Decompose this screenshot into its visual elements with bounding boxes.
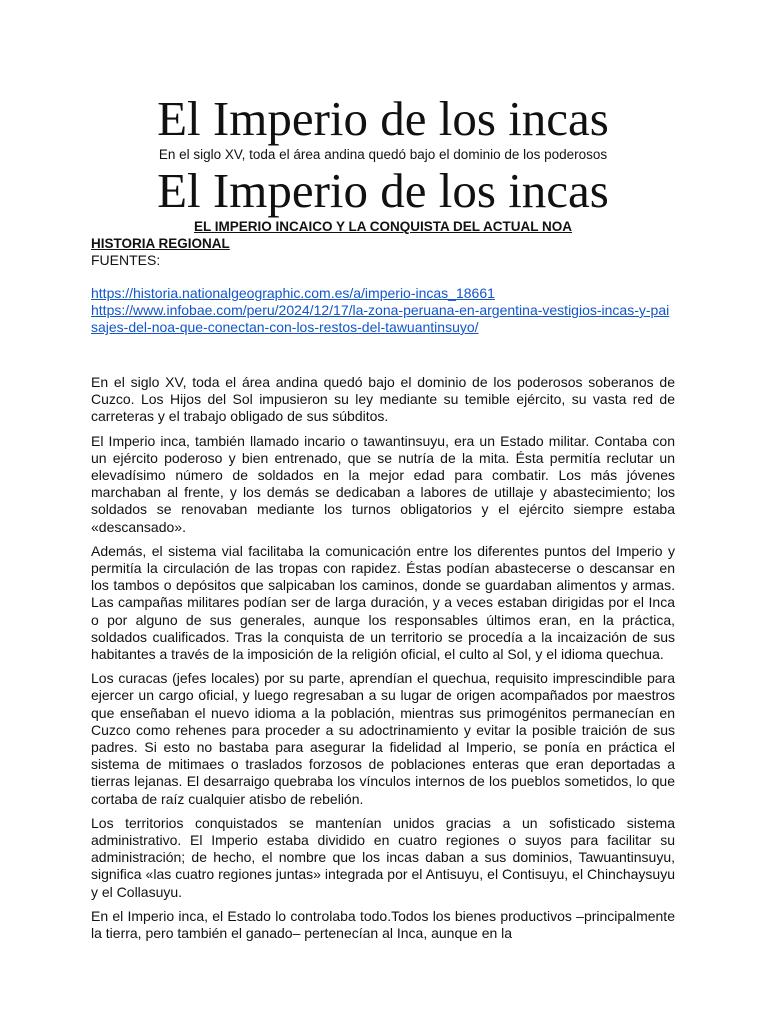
page-title-repeat: El Imperio de los incas <box>157 163 609 218</box>
section-heading: HISTORIA REGIONAL <box>91 236 230 251</box>
main-heading: EL IMPERIO INCAICO Y LA CONQUISTA DEL ACTUAL NOA <box>193 219 573 234</box>
document-page <box>91 0 675 949</box>
sources-links <box>91 285 675 336</box>
page-subtitle: En el siglo XV, toda el área andina quedó bajo el dominio de los poderosos <box>158 147 608 162</box>
source-link-natgeo[interactable]: https://historia.nationalgeographic.com.es/a/imperio-incas_18661 <box>91 285 495 301</box>
sources-label: FUENTES: <box>91 252 161 268</box>
body-paragraph: El Imperio inca, también llamado incario o tawantinsuyu, era un Estado militar. Contaba con un ejército poderoso y bien entrenado, que se nutría de la mita. Ésta permitía reclutar un elevadísimo número de soldados en la mejor edad para combatir. Los más jóvenes marchaban al frente, y los demás se dedicaban a labores de utillaje y abastecimiento; los soldados se renovaban mediante los turnos obligatorios y el ejército siempre estaba «descansado». <box>91 432 675 535</box>
body-paragraph: Los territorios conquistados se mantenían unidos gracias a un sofisticado sistema administrativo. El Imperio estaba dividido en cuatro regiones o suyos para facilitar su administración; de hecho, el nombre que los incas daban a sus dominios, Tawuantinsuyu, significa «las cuatro regiones juntas» integrada por el Antisuyu, el Contisuyu, el Chinchaysuyu y el Collasuyu. <box>91 814 675 900</box>
body-paragraph: Los curacas (jefes locales) por su parte, aprendían el quechua, requisito imprescindible para ejercer un cargo oficial, y luego regresaban a su lugar de origen acompañados por maestros que enseñaban el nuevo idioma a la población, mientras sus primogénitos permanecían en Cuzco como rehenes para proceder a su adoctrinamiento y evitar la posible traición de sus padres. Si esto no bastaba para asegurar la fidelidad al Imperio, se ponía en práctica el sistema de mitimaes o traslados forzosos de poblaciones enteras que eran deportadas a tierras lejanas. El desarraigo quebraba los vínculos internos de los pueblos sometidos, lo que cortaba de raíz cualquier atisbo de rebelión. <box>91 670 675 807</box>
page-title: El Imperio de los incas <box>157 91 609 146</box>
body-paragraph: Además, el sistema vial facilitaba la comunicación entre los diferentes puntos del Imperio y permitía la circulación de las tropas con rapidez. Éstas podían abastecerse o descansar en los tambos o depósitos que salpicaban los caminos, donde se guardaban alimentos y armas. Las campañas militares podían ser de larga duración, y a veces estaban dirigidas por el Inca o por alguno de sus generales, aunque los responsables últimos eran, en la práctica, soldados cualificados. Tras la conquista de un territorio se procedía a la incaización de sus habitantes a través de la imposición de la religión oficial, el culto al Sol, y el idioma quechua. <box>91 542 675 663</box>
body-paragraph: En el siglo XV, toda el área andina quedó bajo el dominio de los poderosos soberanos de Cuzco. Los Hijos del Sol impusieron su ley mediante su temible ejército, su vasta red de carreteras y el trabajo obligado de sus súbditos. <box>91 374 675 425</box>
body-paragraph: En el Imperio inca, el Estado lo controlaba todo.Todos los bienes productivos –principalmente la tierra, pero también el ganado– pertenecían al Inca, aunque en la <box>91 907 675 942</box>
source-link-infobae[interactable]: https://www.infobae.com/peru/2024/12/17/la-zona-peruana-en-argentina-vestigios-incas-y-paisajes-del-noa-que-conectan-con-los-restos-del-tawuantinsuyo/ <box>91 302 670 335</box>
